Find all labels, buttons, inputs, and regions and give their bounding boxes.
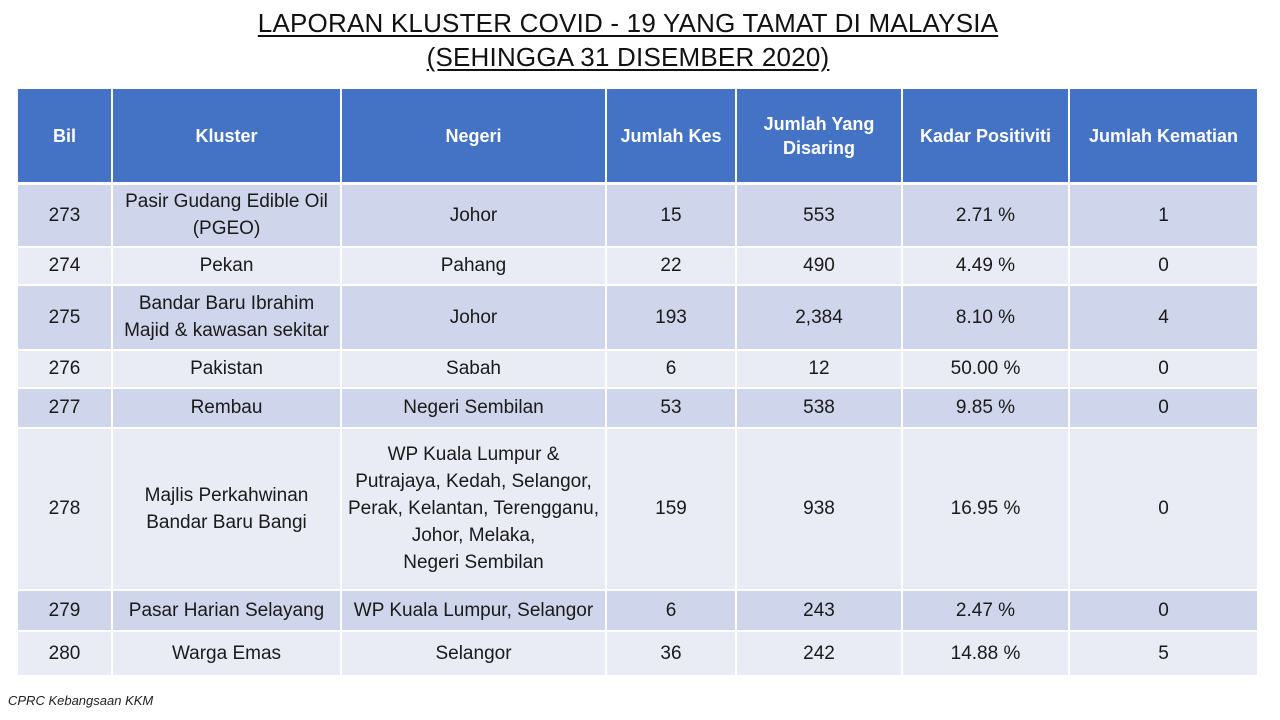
cell-kluster — [112, 285, 341, 350]
cell-kluster-line: Pakistan — [190, 358, 263, 379]
footer-credit: CPRC Kebangsaan KKM — [8, 693, 154, 708]
cell-negeri — [341, 388, 606, 428]
cell-jumlah-kes: 36 — [606, 631, 736, 676]
cell-jumlah-disaring: 490 — [736, 247, 902, 285]
cell-jumlah-kes: 193 — [606, 285, 736, 350]
header-jumlah-disaring-line2: Disaring — [782, 137, 856, 158]
table-row — [17, 631, 1258, 676]
cell-negeri-line: Negeri Sembilan — [403, 397, 544, 418]
cell-kluster — [112, 184, 341, 247]
cell-kluster — [112, 428, 341, 590]
cell-kadar-positiviti: 50.00 % — [902, 350, 1069, 388]
cell-negeri-line: Selangor — [435, 642, 512, 664]
cell-jumlah-kes: 22 — [606, 247, 736, 285]
header-jumlah-disaring — [736, 89, 902, 184]
cell-jumlah-disaring: 2,384 — [736, 285, 902, 350]
cell-jumlah-kematian: 0 — [1069, 590, 1258, 631]
cell-kluster-line: Pekan — [199, 255, 254, 276]
table-row — [17, 350, 1258, 388]
header-kluster: Kluster — [112, 89, 341, 184]
report-title — [0, 6, 1256, 74]
cell-kluster — [112, 247, 341, 285]
cell-kadar-positiviti: 2.71 % — [902, 184, 1069, 247]
cell-kluster-line: Majlis Perkahwinan — [144, 484, 309, 506]
cell-bil: 280 — [17, 631, 112, 676]
cell-kadar-positiviti: 16.95 % — [902, 428, 1069, 590]
cell-negeri — [341, 631, 606, 676]
title-line-1: LAPORAN KLUSTER COVID - 19 YANG TAMAT DI MALAYSIA — [257, 8, 999, 38]
cell-jumlah-kes: 6 — [606, 350, 736, 388]
header-kadar-positiviti: Kadar Positiviti — [902, 89, 1069, 184]
table-row — [17, 184, 1258, 247]
table-row — [17, 590, 1258, 631]
header-jumlah-disaring-line1: Jumlah Yang — [763, 113, 875, 134]
table-row — [17, 388, 1258, 428]
cell-kluster-line: Bandar Baru Bangi — [146, 511, 307, 533]
table-row — [17, 428, 1258, 590]
cell-kluster-line: Pasir Gudang Edible Oil — [125, 191, 328, 213]
cell-jumlah-disaring: 538 — [736, 388, 902, 428]
table-row — [17, 247, 1258, 285]
cell-kadar-positiviti: 2.47 % — [902, 590, 1069, 631]
cell-kluster-line: (PGEO) — [192, 218, 261, 240]
cell-kadar-positiviti: 9.85 % — [902, 388, 1069, 428]
cell-jumlah-disaring: 938 — [736, 428, 902, 590]
cell-kluster-line: Warga Emas — [171, 642, 282, 664]
cell-bil: 273 — [17, 184, 112, 247]
cell-kluster-line: Pasar Harian Selayang — [128, 599, 325, 621]
cell-bil: 274 — [17, 247, 112, 285]
cell-negeri — [341, 247, 606, 285]
cell-jumlah-kematian: 4 — [1069, 285, 1258, 350]
cell-kluster-line: Rembau — [190, 397, 263, 418]
cell-jumlah-kematian: 0 — [1069, 428, 1258, 590]
cell-kadar-positiviti: 14.88 % — [902, 631, 1069, 676]
cell-negeri-line: WP Kuala Lumpur & — [387, 444, 560, 465]
cell-kadar-positiviti: 4.49 % — [902, 247, 1069, 285]
table-body — [17, 184, 1258, 676]
header-jumlah-kematian: Jumlah Kematian — [1069, 89, 1258, 184]
cell-jumlah-kematian: 0 — [1069, 247, 1258, 285]
cell-negeri — [341, 428, 606, 590]
cell-negeri-line: Johor — [449, 306, 498, 328]
cell-bil: 276 — [17, 350, 112, 388]
cell-kluster — [112, 388, 341, 428]
table-row — [17, 285, 1258, 350]
cell-bil: 275 — [17, 285, 112, 350]
cell-kluster — [112, 350, 341, 388]
title-line-2: (SEHINGGA 31 DISEMBER 2020) — [426, 42, 830, 72]
cell-negeri — [341, 590, 606, 631]
cell-kluster-line: Majid & kawasan sekitar — [124, 320, 329, 341]
cell-negeri-line: Sabah — [446, 358, 501, 379]
cell-jumlah-disaring: 12 — [736, 350, 902, 388]
cell-jumlah-kematian: 0 — [1069, 350, 1258, 388]
header-bil: Bil — [17, 89, 112, 184]
cell-jumlah-kes: 15 — [606, 184, 736, 247]
cell-negeri-line: Pahang — [440, 255, 507, 276]
cell-negeri-line: Johor — [449, 204, 498, 226]
cell-jumlah-kes: 53 — [606, 388, 736, 428]
cell-kluster — [112, 631, 341, 676]
cluster-table — [16, 89, 1259, 677]
cell-bil: 277 — [17, 388, 112, 428]
cell-negeri — [341, 285, 606, 350]
cell-jumlah-kematian: 1 — [1069, 184, 1258, 247]
cell-kluster — [112, 590, 341, 631]
cell-jumlah-kematian: 0 — [1069, 388, 1258, 428]
cell-negeri-line: Negeri Sembilan — [403, 552, 544, 573]
cell-negeri-line: Johor, Melaka, — [411, 525, 536, 546]
header-jumlah-kes: Jumlah Kes — [606, 89, 736, 184]
table-header-row — [17, 89, 1258, 184]
cell-negeri — [341, 350, 606, 388]
cell-bil: 278 — [17, 428, 112, 590]
cell-negeri-line: Perak, Kelantan, Terengganu, — [347, 498, 600, 519]
cell-kluster-line: Bandar Baru Ibrahim — [138, 293, 315, 314]
cell-negeri-line: Putrajaya, Kedah, Selangor, — [355, 471, 592, 492]
cell-jumlah-kes: 6 — [606, 590, 736, 631]
cell-jumlah-disaring: 553 — [736, 184, 902, 247]
cell-jumlah-disaring: 242 — [736, 631, 902, 676]
cell-jumlah-disaring: 243 — [736, 590, 902, 631]
cell-negeri — [341, 184, 606, 247]
cell-bil: 279 — [17, 590, 112, 631]
header-negeri: Negeri — [341, 89, 606, 184]
cell-kadar-positiviti: 8.10 % — [902, 285, 1069, 350]
cell-jumlah-kematian: 5 — [1069, 631, 1258, 676]
cell-jumlah-kes: 159 — [606, 428, 736, 590]
cell-negeri-line: WP Kuala Lumpur, Selangor — [353, 599, 594, 621]
